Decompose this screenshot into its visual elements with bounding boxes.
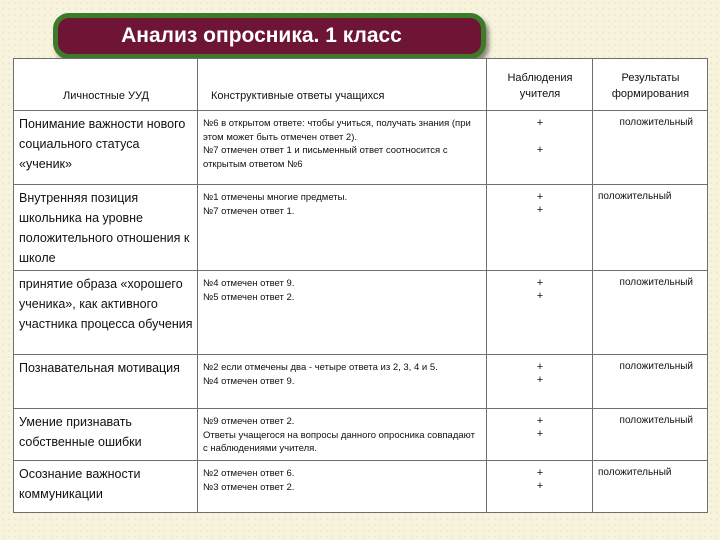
answers-cell bbox=[198, 355, 487, 409]
uud-cell: Умение признавать собственные ошибки bbox=[14, 409, 198, 461]
observation-mark-2: + bbox=[536, 290, 544, 302]
uud-cell: Понимание важности нового социального статуса «ученик» bbox=[14, 111, 198, 185]
observation-mark-2: + bbox=[536, 204, 544, 216]
answers-text: №4 отмечен ответ 9. №5 отмечен ответ 2. bbox=[203, 278, 295, 303]
result-cell: положительный bbox=[593, 271, 708, 355]
header-results: Результаты формирования bbox=[593, 59, 708, 111]
observations-cell bbox=[487, 355, 593, 409]
observation-mark-1: + bbox=[536, 191, 544, 203]
observation-mark-1: + bbox=[536, 415, 544, 427]
page-title: Анализ опросника. 1 класс bbox=[121, 24, 402, 47]
answers-text: №2 если отмечены два - четыре ответа из 2, 3, 4 и 5. №4 отмечен ответ 9. bbox=[203, 362, 438, 387]
result-cell: положительный bbox=[593, 409, 708, 461]
uud-cell: Осознание важности коммуникации bbox=[14, 461, 198, 513]
answers-cell bbox=[198, 461, 487, 513]
answers-cell bbox=[198, 185, 487, 271]
header-row bbox=[14, 59, 708, 111]
header-answers: Конструктивные ответы учащихся bbox=[198, 59, 487, 111]
table-row bbox=[14, 461, 708, 513]
answers-text: №1 отмечены многие предметы. №7 отмечен ответ 1. bbox=[203, 192, 348, 217]
observation-mark-2: + bbox=[536, 428, 544, 440]
answers-text: №2 отмечен ответ 6. №3 отмечен ответ 2. bbox=[203, 468, 295, 493]
observation-mark-1: + bbox=[536, 117, 544, 129]
table-row bbox=[14, 355, 708, 409]
header-observations: Наблюдения учителя bbox=[487, 59, 593, 111]
answers-cell bbox=[198, 111, 487, 185]
analysis-table bbox=[13, 58, 708, 513]
answers-text: №9 отмечен ответ 2. Ответы учащегося на вопросы данного опросника совпадают с наблюдениями учителя. bbox=[203, 416, 475, 454]
observations-cell bbox=[487, 271, 593, 355]
result-cell: положительный bbox=[593, 355, 708, 409]
observations-cell bbox=[487, 409, 593, 461]
observations-cell bbox=[487, 111, 593, 185]
answers-cell bbox=[198, 271, 487, 355]
uud-cell: Познавательная мотивация bbox=[14, 355, 198, 409]
observations-cell bbox=[487, 185, 593, 271]
observation-mark-2: + bbox=[536, 480, 544, 492]
observations-cell bbox=[487, 461, 593, 513]
uud-cell: Внутренняя позиция школьника на уровне положительного отношения к школе bbox=[14, 185, 198, 271]
header-uud: Личностные УУД bbox=[14, 59, 198, 111]
uud-cell: принятие образа «хорошего ученика», как активного участника процесса обучения bbox=[14, 271, 198, 355]
answers-cell bbox=[198, 409, 487, 461]
result-cell: положительный bbox=[593, 185, 708, 271]
observation-mark-2: + bbox=[536, 144, 544, 156]
answers-text: №6 в открытом ответе: чтобы учиться, получать знания (при этом может быть отмечен ответ 2). №7 отмечен ответ 1 и письменный ответ соотносится с открытым ответом №6 bbox=[203, 118, 471, 170]
result-cell: положительный bbox=[593, 111, 708, 185]
table-row bbox=[14, 111, 708, 185]
title-banner bbox=[53, 13, 486, 59]
table-row bbox=[14, 185, 708, 271]
observation-mark-1: + bbox=[536, 467, 544, 479]
observation-mark-2: + bbox=[536, 374, 544, 386]
result-cell: положительный bbox=[593, 461, 708, 513]
table-row bbox=[14, 271, 708, 355]
observation-mark-1: + bbox=[536, 361, 544, 373]
observation-mark-1: + bbox=[536, 277, 544, 289]
table-row bbox=[14, 409, 708, 461]
